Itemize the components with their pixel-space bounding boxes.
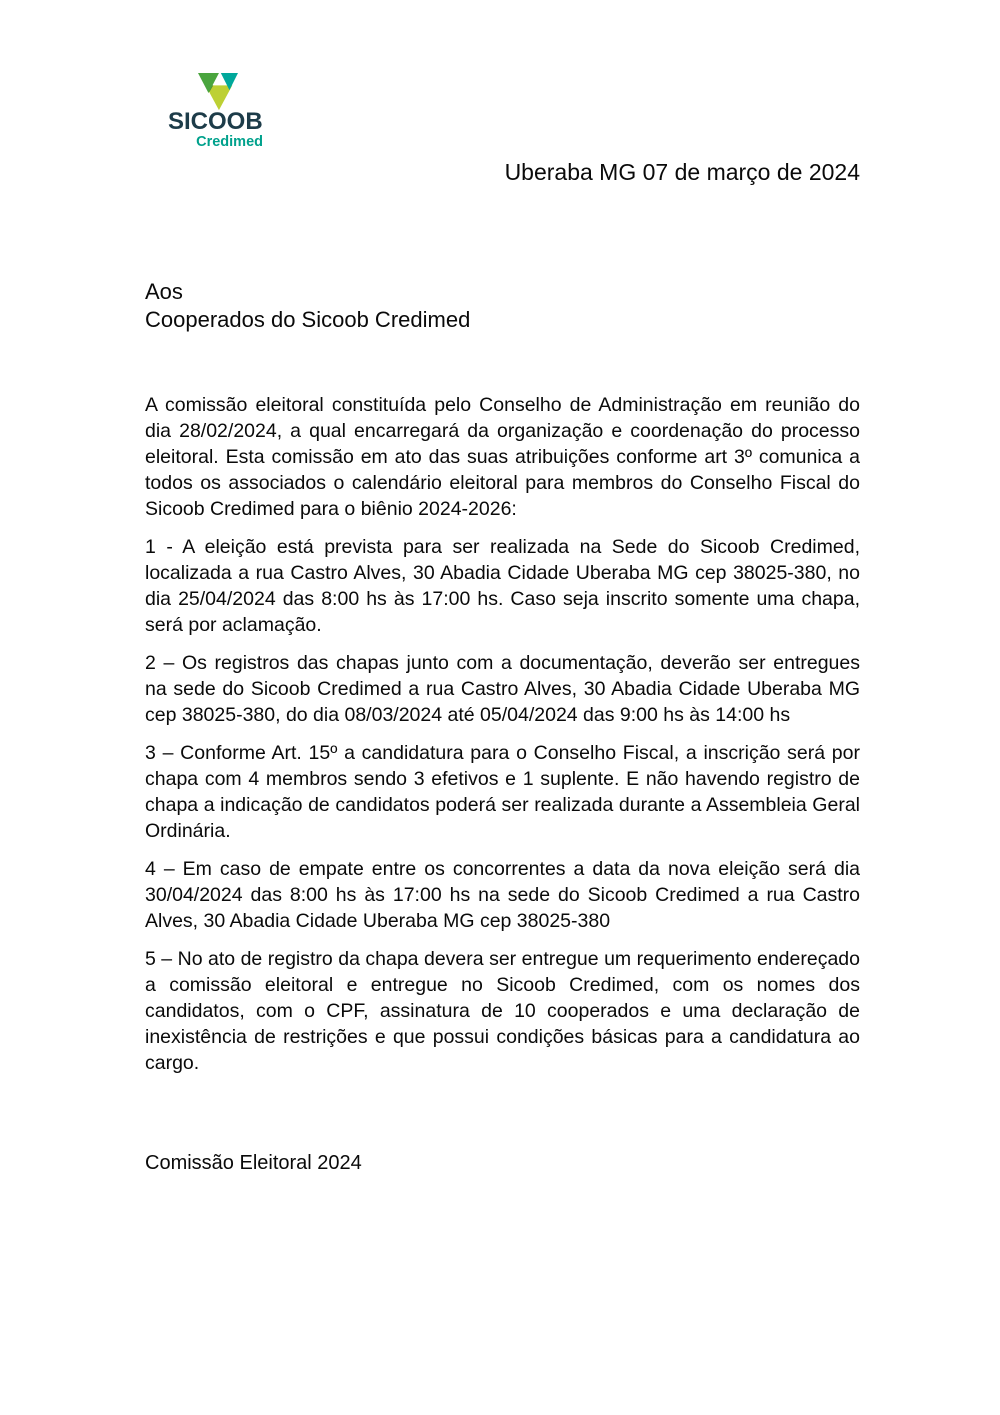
brand-subtitle: Credimed	[196, 134, 263, 150]
sicoob-credimed-logo	[168, 68, 278, 158]
brand-wordmark: SICOOB	[168, 108, 263, 135]
recipient-block	[145, 278, 860, 334]
recipient-line-2: Cooperados do Sicoob Credimed	[145, 307, 471, 332]
intro-paragraph: A comissão eleitoral constituída pelo Conselho de Administração em reunião do dia 28/02/2024, a qual encarregará da organização e coordenação do processo eleitoral. Esta comissão em ato das suas atribuições conforme art 3º comunica a todos os associados o calendário eleitoral para membros do Conselho Fiscal do Sicoob Credimed para o biênio 2024-2026:	[145, 394, 860, 520]
letter-body	[145, 392, 860, 1088]
item-paragraph-1: 1 - A eleição está prevista para ser realizada na Sede do Sicoob Credimed, localizada a rua Castro Alves, 30 Abadia Cidade Uberaba MG cep 38025-380, no dia 25/04/2024 das 8:00 hs às 17:00 hs. Caso seja inscrito somente uma chapa, será por aclamação.	[145, 536, 860, 636]
sicoob-triangle-mark-icon	[197, 72, 239, 112]
recipient-line-1: Aos	[145, 279, 183, 304]
item-paragraph-5: 5 – No ato de registro da chapa devera ser entregue um requerimento endereçado a comissão eleitoral e entregue no Sicoob Credimed, com os nomes dos candidatos, com o CPF, assinatura de 10 cooperados e uma declaração de inexistência de restrições e que possui condições básicas para a candidatura ao cargo.	[145, 948, 860, 1074]
item-paragraph-4: 4 – Em caso de empate entre os concorrentes a data da nova eleição será dia 30/04/2024 das 8:00 hs às 17:00 hs na sede do Sicoob Credimed a rua Castro Alves, 30 Abadia Cidade Uberaba MG cep 38025-380	[145, 858, 860, 932]
item-paragraph-2: 2 – Os registros das chapas junto com a documentação, deverão ser entregues na sede do Sicoob Credimed a rua Castro Alves, 30 Abadia Cidade Uberaba MG cep 38025-380, do dia 08/03/2024 até 05/04/2024 das 9:00 hs às 14:00 hs	[145, 652, 860, 726]
dateline: Uberaba MG 07 de março de 2024	[504, 159, 860, 185]
item-paragraph-3: 3 – Conforme Art. 15º a candidatura para o Conselho Fiscal, a inscrição será por chapa com 4 membros sendo 3 efetivos e 1 suplente. E não havendo registro de chapa a indicação de candidatos poderá ser realizada durante a Assembleia Geral Ordinária.	[145, 742, 860, 842]
signature-line: Comissão Eleitoral 2024	[145, 1152, 362, 1174]
